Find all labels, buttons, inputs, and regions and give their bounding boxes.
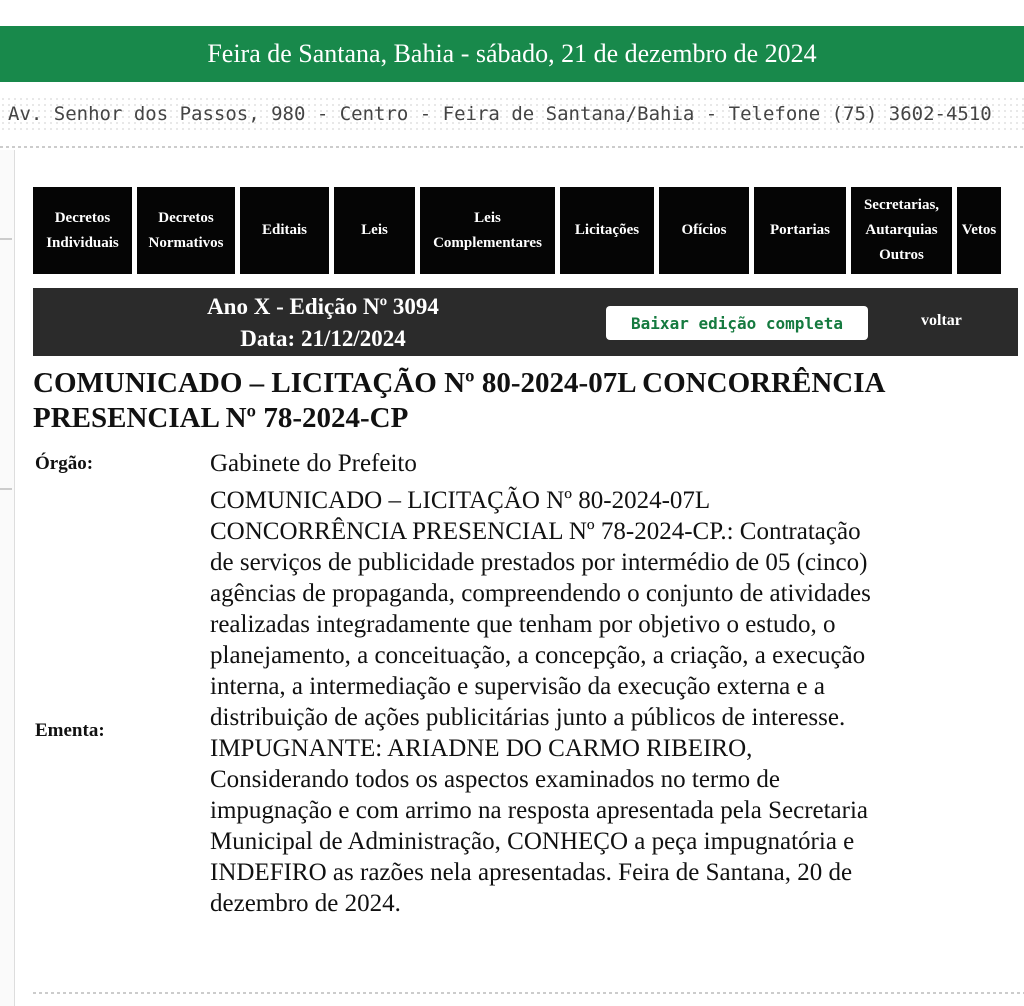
nav-leis[interactable]: Leis	[334, 187, 415, 274]
nav-secretarias-autarquias-outros[interactable]: Secretarias, Autarquias Outros	[851, 187, 952, 274]
category-nav	[33, 187, 1024, 274]
nav-leis-complementares[interactable]: Leis Complementares	[420, 187, 555, 274]
edition-date: Data: 21/12/2024	[240, 326, 406, 351]
frame-tick	[0, 488, 12, 490]
orgao-value: Gabinete do Prefeito	[210, 450, 417, 477]
dateline-text: Feira de Santana, Bahia - sábado, 21 de dezembro de 2024	[207, 39, 817, 68]
nav-portarias[interactable]: Portarias	[754, 187, 846, 274]
edition-info	[193, 291, 453, 355]
edition-number: Ano X - Edição Nº 3094	[207, 294, 439, 319]
edition-bar	[33, 288, 1018, 356]
nav-licitacoes[interactable]: Licitações	[560, 187, 654, 274]
ementa-text: COMUNICADO – LICITAÇÃO Nº 80-2024-07L CONCORRÊNCIA PRESENCIAL Nº 78-2024-CP.: Contratação de serviços de publicidade prestados por intermédio de 05 (cinco) agências de propaganda, compreendendo o conjunto de atividades realizadas integradamente que tenham por objetivo o estudo, o planejamento, a conceituação, a concepção, a criação, a execução interna, a intermediação e supervisão da execução externa e a distribuição de ações publicitárias junto a públicos de interesse. IMPUGNANTE: ARIADNE DO CARMO RIBEIRO, Considerando todos os aspectos examinados no termo de impugnação e com arrimo na resposta apresentada pela Secretaria Municipal de Administração, CONHEÇO a peça impugnatória e INDEFIRO as razões nela apresentadas. Feira de Santana, 20 de dezembro de 2024.	[210, 487, 871, 917]
nav-editais[interactable]: Editais	[240, 187, 329, 274]
dateline-banner	[0, 26, 1024, 82]
orgao-label: Órgão:	[35, 453, 94, 474]
document-title: COMUNICADO – LICITAÇÃO Nº 80-2024-07L CONCORRÊNCIA PRESENCIAL Nº 78-2024-CP	[33, 367, 884, 434]
nav-decretos-individuais[interactable]: Decretos Individuais	[33, 187, 132, 274]
back-link[interactable]: voltar	[921, 312, 962, 329]
frame-tick	[0, 238, 12, 240]
divider	[0, 146, 1024, 148]
ementa-label: Ementa:	[35, 720, 105, 741]
address-bar	[0, 96, 1024, 132]
download-full-edition-button[interactable]: Baixar edição completa	[606, 306, 868, 340]
nav-vetos[interactable]: Vetos	[957, 187, 1001, 274]
nav-decretos-normativos[interactable]: Decretos Normativos	[137, 187, 235, 274]
nav-oficios[interactable]: Ofícios	[659, 187, 749, 274]
divider	[33, 992, 1024, 994]
address-text: Av. Senhor dos Passos, 980 - Centro - Feira de Santana/Bahia - Telefone (75) 3602-4510	[8, 103, 992, 125]
left-frame-edge	[0, 150, 15, 1006]
